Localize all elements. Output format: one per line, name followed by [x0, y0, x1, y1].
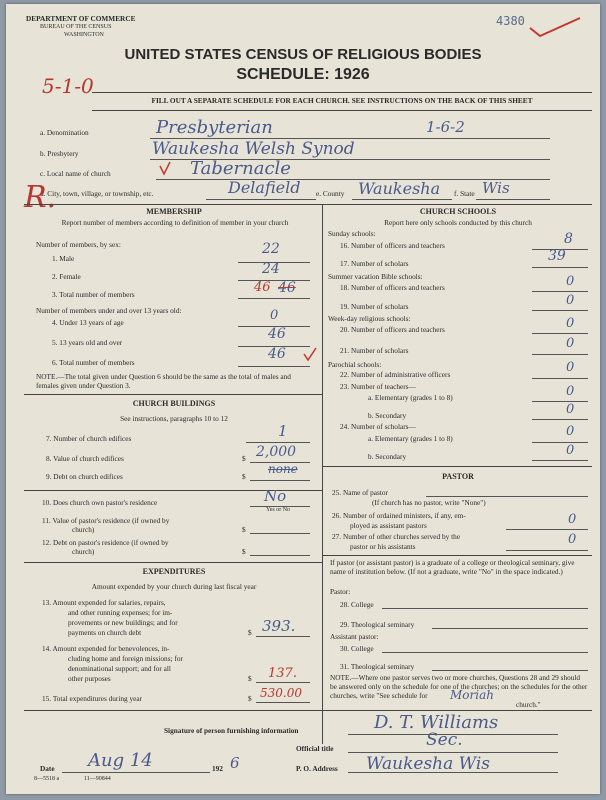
q24-label: 24. Number of scholars—	[340, 422, 416, 431]
q25-line	[426, 496, 588, 497]
q31-line	[432, 670, 588, 671]
q20-line	[532, 333, 588, 334]
q2-line	[238, 280, 310, 281]
q18-label: 18. Number of officers and teachers	[340, 283, 445, 292]
membership-intro: Report number of members according to definition of member in your church	[61, 218, 289, 227]
schools-sub: Report here only schools conducted by this church	[384, 218, 532, 227]
state-label: f. State	[454, 189, 475, 198]
pastor-top-rule	[322, 466, 592, 467]
q29-label: 29. Theological seminary	[340, 620, 415, 629]
q2-label: 2. Female	[52, 272, 81, 281]
q15-label: 15. Total expenditures during year	[42, 694, 143, 703]
q24b-line	[532, 460, 588, 461]
q6-line	[238, 366, 310, 367]
q7-line	[246, 442, 310, 443]
q4-label: 4. Under 13 years of age	[52, 318, 124, 327]
q13-dollar: $	[248, 628, 252, 637]
q15-value: 530.00	[260, 686, 302, 700]
q9-label: 9. Debt on church edifices	[46, 472, 123, 481]
pastor-note: NOTE.—Where one pastor serves two or more churches, Questions 28 and 29 should be answered only on the schedule for one of the churches; on the schedules for the other churches, write "See schedule for	[330, 673, 588, 700]
buildings-sub: See instructions, paragraphs 10 to 12	[120, 414, 228, 423]
q28-line	[382, 608, 588, 609]
county-value: Waukesha	[358, 179, 441, 198]
schools-heading: CHURCH SCHOOLS	[419, 207, 497, 216]
q15-line	[256, 702, 310, 703]
q23a-line	[532, 401, 588, 402]
q25-note: (If church has no pastor, write "None")	[372, 498, 486, 507]
q14-value: 137.	[268, 666, 297, 681]
q7-value: 1	[278, 422, 288, 440]
header-rule-top	[92, 92, 592, 93]
q21-line	[532, 354, 588, 355]
q8-label: 8. Value of church edifices	[46, 454, 124, 463]
q23a-value: 0	[566, 384, 575, 399]
membership-note: NOTE.—The total given under Question 6 should be the same as the total of males and females given under Question 3.	[36, 372, 291, 390]
state-line	[476, 199, 550, 200]
signature-value: D. T. Williams	[374, 712, 499, 733]
year-prefix: 192	[212, 764, 223, 773]
q25-label: 25. Name of pastor	[332, 488, 388, 497]
membership-heading: MEMBERSHIP	[146, 207, 202, 216]
official-title-line	[348, 752, 558, 753]
pastor-mid-rule	[322, 555, 592, 556]
q9-line	[250, 480, 310, 481]
asst-pastor-sublabel: Assistant pastor:	[330, 632, 379, 641]
q13-line	[256, 636, 310, 637]
q15-dollar: $	[248, 694, 252, 703]
q14-label-3: denominational support; and for all	[68, 664, 171, 673]
denomination-value: Presbyterian	[156, 117, 273, 138]
bureau-label: BUREAU OF THE CENSUS	[40, 24, 112, 30]
department-label: DEPARTMENT OF COMMERCE	[26, 14, 136, 23]
q21-value: 0	[566, 336, 575, 351]
q1-value: 22	[262, 241, 280, 257]
q14-label-1: 14. Amount expended for benevolences, in-	[42, 644, 170, 653]
q12-label-1: 12. Debt on pastor's residence (if owned by	[42, 538, 169, 547]
q24b-value: 0	[566, 443, 575, 458]
form-number: 8—5518 a	[34, 776, 60, 782]
q18-value: 0	[566, 274, 575, 289]
q6-label: 6. Total number of members	[52, 358, 135, 367]
q22-label: 22. Number of administrative officers	[340, 370, 451, 379]
q3-label: 3. Total number of members	[52, 290, 135, 299]
q1-label: 1. Male	[52, 254, 75, 263]
q23a-label: a. Elementary (grades 1 to 8)	[368, 393, 453, 402]
q4-value: 0	[270, 308, 279, 323]
q3-red-value: 46	[254, 280, 271, 295]
q31-label: 31. Theological seminary	[340, 662, 415, 671]
church-name-label: c. Local name of church	[40, 169, 111, 178]
yes-no-hint: Yes or No	[266, 507, 291, 513]
grid-top-rule	[24, 204, 592, 205]
q16-value: 8	[564, 231, 573, 247]
expenditures-top-rule	[24, 562, 322, 563]
pastor-sublabel: Pastor:	[330, 587, 351, 596]
q27-value: 0	[568, 532, 577, 547]
q19-label: 19. Number of scholars	[340, 302, 409, 311]
q13-label-4: payments on church debt	[68, 628, 142, 637]
q14-line	[256, 682, 310, 683]
presbytery-label: b. Presbytery	[40, 149, 79, 158]
red-check-mark	[526, 14, 586, 44]
grid-bottom-rule	[24, 710, 592, 711]
q30-line	[382, 652, 588, 653]
sunday-label: Sunday schools:	[328, 229, 376, 238]
grid-center-divider	[322, 204, 323, 744]
print-number: 11—90844	[84, 776, 111, 782]
q26-line	[506, 529, 588, 530]
q14-label-4: other purposes	[68, 674, 111, 683]
q8-value: 2,000	[256, 444, 297, 460]
q11-label-1: 11. Value of pastor's residence (if owned by	[42, 516, 170, 525]
q14-dollar: $	[248, 674, 252, 683]
red-tick-mark	[158, 160, 172, 178]
date-value: Aug 14	[88, 750, 153, 771]
red-code: 5-1-0	[42, 74, 94, 98]
q30-label: 30. College	[340, 644, 374, 653]
q22-value: 0	[566, 360, 575, 375]
q23-label: 23. Number of teachers—	[340, 382, 416, 391]
q27-label-1: 27. Number of other churches served by the	[332, 532, 461, 541]
q6-value: 46	[268, 346, 286, 362]
parochial-label: Parochial schools:	[328, 360, 382, 369]
form-title: UNITED STATES CENSUS OF RELIGIOUS BODIES	[124, 46, 482, 63]
q13-label-2: and other running expenses; for im-	[68, 608, 173, 617]
q9-dollar: $	[242, 472, 246, 481]
po-address-label: P. O. Address	[296, 764, 338, 773]
summer-label: Summer vacation Bible schools:	[328, 272, 423, 281]
q28-label: 28. College	[340, 600, 374, 609]
q26-value: 0	[568, 512, 577, 527]
q5-value: 46	[268, 326, 286, 342]
q12-dollar: $	[242, 547, 246, 556]
q21-label: 21. Number of scholars	[340, 346, 409, 355]
q11-line	[250, 533, 310, 534]
q19-line	[532, 310, 588, 311]
official-title-label: Official title	[296, 744, 334, 753]
q24a-line	[532, 442, 588, 443]
q13-label-1: 13. Amount expended for salaries, repairs,	[42, 598, 166, 607]
q14-label-2: cluding home and foreign missions; for	[68, 654, 183, 663]
q3-struck-value: 46	[278, 280, 296, 296]
q20-label: 20. Number of officers and teachers	[340, 325, 445, 334]
q10-label: 10. Does church own pastor's residence	[42, 498, 158, 507]
q23b-label: b. Secondary	[368, 411, 407, 420]
q17-label: 17. Number of scholars	[340, 259, 409, 268]
q24a-label: a. Elementary (grades 1 to 8)	[368, 434, 453, 443]
q13-value: 393.	[262, 617, 296, 635]
schedule-year: SCHEDULE: 1926	[236, 66, 370, 83]
q24b-label: b. Secondary	[368, 452, 407, 461]
q20-value: 0	[566, 316, 575, 331]
q8-dollar: $	[242, 454, 246, 463]
buildings-top-rule	[24, 394, 322, 395]
q26-label-1: 26. Number of ordained ministers, if any, em-	[332, 511, 466, 520]
expenditures-heading: EXPENDITURES	[142, 567, 206, 576]
q23b-line	[532, 419, 588, 420]
pastor-heading: PASTOR	[442, 472, 474, 481]
q5-label: 5. 13 years old and over	[52, 338, 123, 347]
q16-label: 16. Number of officers and teachers	[340, 241, 445, 250]
po-address-value: Waukesha Wis	[366, 754, 490, 774]
buildings-heading: CHURCH BUILDINGS	[132, 399, 216, 408]
date-label: Date	[40, 764, 55, 773]
washington-label: WASHINGTON	[64, 32, 104, 38]
header-rule-bottom	[92, 110, 592, 111]
age-group-label: Number of members under and over 13 years old:	[36, 306, 182, 315]
expenditures-sub: Amount expended by your church during last fiscal year	[91, 582, 257, 591]
q17-line	[532, 267, 588, 268]
denomination-label: a. Denomination	[40, 128, 89, 137]
q17-value: 39	[548, 248, 566, 264]
q12-label-2: church)	[72, 547, 95, 556]
instruction-line: FILL OUT A SEPARATE SCHEDULE FOR EACH CHURCH. SEE INSTRUCTIONS ON THE BACK OF THIS SHEET	[151, 96, 533, 105]
members-by-sex-label: Number of members, by sex:	[36, 240, 121, 249]
red-r-mark: R.	[24, 180, 57, 215]
stamp-number: 4380	[496, 14, 525, 28]
q11-dollar: $	[242, 525, 246, 534]
county-label: e. County	[316, 189, 345, 198]
q7-label: 7. Number of church edifices	[46, 434, 132, 443]
q11-label-2: church)	[72, 525, 95, 534]
city-line	[206, 199, 316, 200]
city-label: d. City, town, village, or township, etc.	[40, 189, 154, 198]
q23b-value: 0	[566, 402, 575, 417]
city-value: Delafield	[228, 178, 301, 197]
q27-label-2: pastor or his assistants	[350, 542, 416, 551]
q13-label-3: provements or new buildings; and for	[68, 618, 178, 627]
q22-line	[532, 378, 588, 379]
weekday-label: Week-day religious schools:	[328, 314, 411, 323]
q18-line	[532, 291, 588, 292]
q12-line	[250, 555, 310, 556]
date-line	[62, 772, 210, 773]
graduate-note: If pastor (or assistant pastor) is a graduate of a college or theological seminary, give name of institution below. (If not a graduate, write "No" in the space indicated.)	[330, 558, 575, 576]
q29-line	[432, 628, 588, 629]
q27-line	[506, 550, 588, 551]
year-value: 6	[230, 754, 240, 772]
pastor-note-value: Moriah	[450, 688, 494, 702]
q26-label-2: ployed as assistant pastors	[350, 521, 427, 530]
q9-value: none	[268, 462, 298, 476]
q19-value: 0	[566, 293, 575, 308]
presbytery-value: Waukesha Welsh Synod	[152, 139, 355, 159]
census-schedule-sheet	[6, 4, 600, 794]
red-tick-q6	[302, 346, 318, 362]
q3-line	[238, 298, 310, 299]
pastor-note-end: church."	[516, 700, 541, 709]
county-line	[352, 199, 452, 200]
church-name-value: Tabernacle	[190, 158, 291, 179]
official-title-value: Sec.	[426, 730, 463, 750]
q24a-value: 0	[566, 424, 575, 439]
q2-value: 24	[262, 261, 280, 277]
denomination-code: 1-6-2	[426, 118, 465, 136]
signature-label: Signature of person furnishing information	[164, 726, 299, 735]
state-value: Wis	[482, 179, 510, 197]
q10-value: No	[264, 487, 287, 505]
